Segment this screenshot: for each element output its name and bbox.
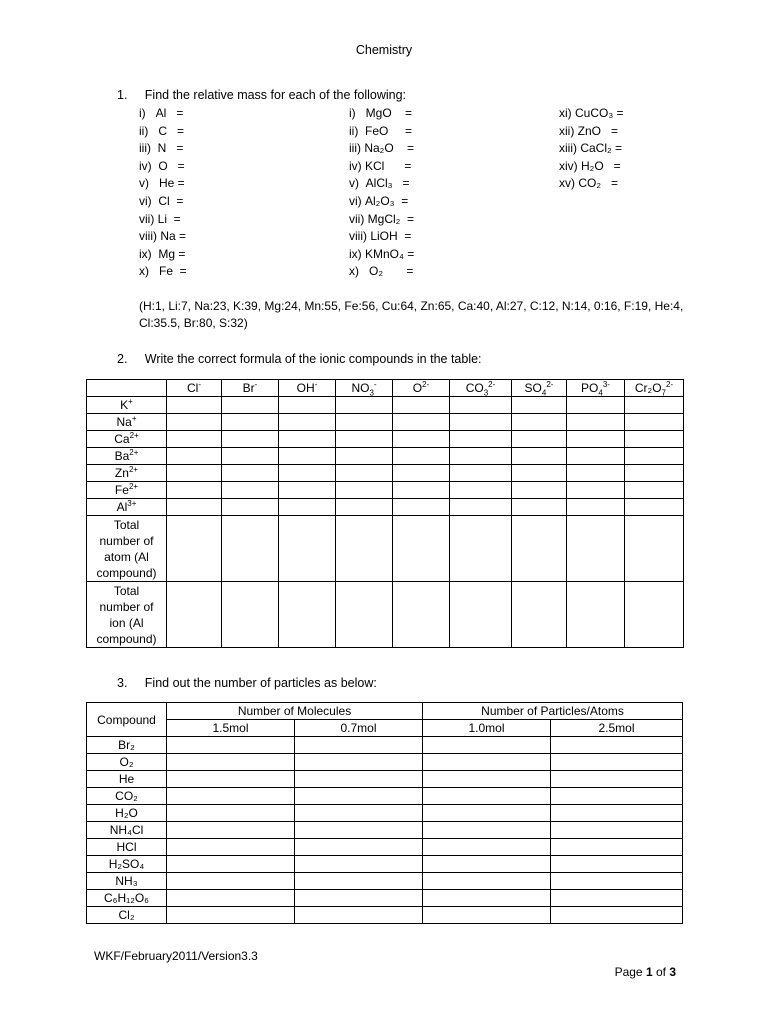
formula-answer-cell[interactable] [625, 397, 684, 414]
ion-subscript: 4 [598, 388, 603, 398]
ion-subscript: 7 [661, 388, 666, 398]
particle-answer-cell[interactable] [295, 788, 423, 805]
formula-answer-cell[interactable] [167, 431, 222, 448]
total-header-cell [87, 582, 167, 648]
particles-table [86, 702, 683, 924]
ion-charge: 3+ [127, 499, 137, 508]
total-label-line: compound) [96, 631, 157, 646]
particle-answer-cell[interactable] [551, 805, 683, 822]
total-answer-cell[interactable] [512, 516, 567, 582]
mass-question-item: vii) Li = [139, 211, 181, 226]
particle-answer-cell[interactable] [551, 822, 683, 839]
total-label-line: Total [113, 517, 140, 532]
anion-header-cell [512, 380, 567, 397]
formula-answer-cell[interactable] [222, 431, 279, 448]
ion-symbol: OH [296, 381, 315, 395]
compound-cell: C₆H₁₂O₆ [87, 890, 167, 907]
ion-symbol: PO [581, 381, 599, 395]
particle-answer-cell[interactable] [423, 907, 551, 924]
anion-header-cell [167, 380, 222, 397]
total-answer-cell[interactable] [167, 516, 222, 582]
particle-answer-cell[interactable] [167, 907, 295, 924]
formula-answer-cell[interactable] [279, 465, 336, 482]
mass-question-item: iv) O = [139, 158, 185, 173]
mass-question-item: x) O₂ = [349, 264, 414, 279]
formula-answer-cell[interactable] [222, 414, 279, 431]
particle-answer-cell[interactable] [167, 788, 295, 805]
mass-question-item: viii) LiOH = [349, 229, 412, 244]
particles-header: Number of Particles/Atoms [423, 703, 683, 720]
ion-subscript: 3 [369, 388, 374, 398]
ion-charge: 3- [602, 380, 610, 389]
formula-answer-cell[interactable] [567, 465, 625, 482]
total-answer-cell[interactable] [222, 582, 279, 648]
compound-cell: H₂SO₄ [87, 856, 167, 873]
anion-header-cell [625, 380, 684, 397]
total-label-line: ion (Al [109, 615, 144, 630]
total-answer-cell[interactable] [279, 516, 336, 582]
total-answer-cell[interactable] [393, 582, 450, 648]
table-row [87, 499, 684, 516]
formula-answer-cell[interactable] [512, 482, 567, 499]
formula-answer-cell[interactable] [279, 499, 336, 516]
anion-header-cell [450, 380, 512, 397]
formula-answer-cell[interactable] [512, 448, 567, 465]
compound-cell: HCl [87, 839, 167, 856]
particle-answer-cell[interactable] [167, 890, 295, 907]
page-of: of [652, 965, 670, 979]
ion-charge: - [198, 380, 201, 389]
table-row [87, 482, 684, 499]
total-label-line: compound) [96, 565, 157, 580]
mass-question-item: xiii) CaCl₂ = [559, 141, 622, 156]
particle-answer-cell[interactable] [551, 737, 683, 754]
total-label-line: number of [99, 533, 154, 548]
cation-header-cell [87, 414, 167, 431]
table-row [87, 771, 683, 788]
question-1-label: 1. Find the relative mass for each of the following: [117, 88, 407, 102]
ion-symbol: CO [465, 381, 484, 395]
table-row [87, 856, 683, 873]
table-row [87, 873, 683, 890]
formula-answer-cell[interactable] [167, 397, 222, 414]
mass-question-item: v) He = [139, 176, 185, 191]
particle-answer-cell[interactable] [295, 771, 423, 788]
formula-answer-cell[interactable] [625, 482, 684, 499]
total-answer-cell[interactable] [567, 516, 625, 582]
ion-charge: - [254, 380, 258, 389]
formula-answer-cell[interactable] [167, 499, 222, 516]
formula-answer-cell[interactable] [336, 414, 393, 431]
total-answer-cell[interactable] [222, 516, 279, 582]
mass-question-item: xv) CO₂ = [559, 176, 618, 191]
formula-answer-cell[interactable] [279, 414, 336, 431]
ion-symbol: Ba [114, 449, 130, 463]
ion-symbol: Ca [114, 432, 130, 446]
mass-question-item: iii) N = [139, 141, 184, 156]
total-label-line: atom (Al [104, 549, 149, 564]
ion-charge: - [373, 380, 377, 389]
formula-answer-cell[interactable] [567, 448, 625, 465]
total-answer-cell[interactable] [279, 582, 336, 648]
mass-question-item: xii) ZnO = [559, 123, 619, 138]
ion-symbol: O [412, 381, 423, 395]
table-header-row [87, 380, 684, 397]
formula-answer-cell[interactable] [625, 414, 684, 431]
particle-answer-cell[interactable] [423, 737, 551, 754]
ion-symbol: K [120, 398, 129, 412]
formula-answer-cell[interactable] [625, 465, 684, 482]
formula-answer-cell[interactable] [222, 499, 279, 516]
formula-answer-cell[interactable] [222, 482, 279, 499]
ion-charge: + [131, 414, 137, 423]
formula-answer-cell[interactable] [279, 448, 336, 465]
formula-answer-cell[interactable] [222, 465, 279, 482]
total-label-line: number of [99, 599, 154, 614]
table-row [87, 448, 684, 465]
particle-answer-cell[interactable] [551, 754, 683, 771]
mass-question-item: ix) KMnO₄ = [349, 246, 415, 261]
table-subheader-row [87, 720, 683, 737]
formula-answer-cell[interactable] [279, 397, 336, 414]
ionic-compounds-table [86, 379, 684, 648]
formula-answer-cell[interactable] [567, 431, 625, 448]
question-2-label: 2. Write the correct formula of the ionic compounds in the table: [117, 352, 482, 366]
formula-answer-cell[interactable] [393, 465, 450, 482]
particle-answer-cell[interactable] [423, 788, 551, 805]
particle-answer-cell[interactable] [295, 873, 423, 890]
particle-answer-cell[interactable] [551, 839, 683, 856]
formula-answer-cell[interactable] [393, 482, 450, 499]
compound-cell: Br₂ [87, 737, 167, 754]
formula-answer-cell[interactable] [567, 414, 625, 431]
particle-answer-cell[interactable] [295, 907, 423, 924]
page-title: Chemistry [355, 43, 413, 57]
table-row [87, 754, 683, 771]
anion-header-cell [222, 380, 279, 397]
formula-answer-cell[interactable] [222, 448, 279, 465]
table-row [87, 890, 683, 907]
mass-question-item: iv) KCl = [349, 158, 412, 173]
cation-header-cell [87, 431, 167, 448]
ion-charge: 2+ [128, 465, 139, 474]
total-answer-cell[interactable] [512, 582, 567, 648]
formula-answer-cell[interactable] [512, 431, 567, 448]
particle-answer-cell[interactable] [167, 873, 295, 890]
formula-answer-cell[interactable] [393, 448, 450, 465]
cation-header-cell [87, 448, 167, 465]
formula-answer-cell[interactable] [450, 499, 512, 516]
mass-question-item: i) Al = [139, 106, 184, 120]
formula-answer-cell[interactable] [393, 397, 450, 414]
molecules-header: Number of Molecules [167, 703, 423, 720]
particle-answer-cell[interactable] [167, 839, 295, 856]
formula-answer-cell[interactable] [450, 431, 512, 448]
particle-answer-cell[interactable] [295, 856, 423, 873]
formula-answer-cell[interactable] [222, 397, 279, 414]
ion-charge: 2+ [129, 448, 139, 457]
formula-answer-cell[interactable] [336, 397, 393, 414]
particle-answer-cell[interactable] [423, 805, 551, 822]
mass-question-item: i) MgO = [349, 106, 413, 120]
formula-answer-cell[interactable] [450, 414, 512, 431]
formula-answer-cell[interactable] [512, 414, 567, 431]
ion-symbol: Al [116, 500, 128, 514]
particle-answer-cell[interactable] [167, 771, 295, 788]
ion-charge: 2- [422, 380, 430, 389]
mol-subheader: 1.0mol [423, 720, 551, 737]
formula-answer-cell[interactable] [393, 499, 450, 516]
particle-answer-cell[interactable] [551, 788, 683, 805]
ion-charge: 2+ [128, 482, 139, 491]
ion-symbol: Zn [114, 466, 129, 480]
total-label-line: Total [113, 583, 140, 598]
compound-cell: NH₃ [87, 873, 167, 890]
ion-symbol: Cl [186, 381, 199, 395]
particle-answer-cell[interactable] [423, 822, 551, 839]
compound-cell: He [87, 771, 167, 788]
particle-answer-cell[interactable] [423, 890, 551, 907]
mass-question-item: iii) Na₂O = [349, 141, 415, 156]
particle-answer-cell[interactable] [423, 754, 551, 771]
page-total: 3 [669, 965, 676, 979]
mass-question-item: xi) CuCO₃ = [559, 106, 624, 120]
mass-question-item: vi) Cl = [139, 194, 184, 208]
mol-subheader: 2.5mol [551, 720, 683, 737]
anion-header-cell [279, 380, 336, 397]
formula-answer-cell[interactable] [625, 431, 684, 448]
particle-answer-cell[interactable] [295, 737, 423, 754]
ion-charge: 2- [546, 380, 554, 389]
formula-answer-cell[interactable] [393, 414, 450, 431]
cation-header-cell [87, 465, 167, 482]
formula-answer-cell[interactable] [336, 431, 393, 448]
particle-answer-cell[interactable] [167, 822, 295, 839]
formula-answer-cell[interactable] [336, 499, 393, 516]
mass-question-item: ix) Mg = [139, 246, 186, 261]
table-corner-cell [87, 380, 167, 397]
compound-header: Compound [87, 703, 167, 737]
table-row [87, 805, 683, 822]
page-number [615, 965, 676, 979]
table-row [87, 431, 684, 448]
table-row [87, 907, 683, 924]
formula-answer-cell[interactable] [512, 499, 567, 516]
total-answer-cell[interactable] [336, 516, 393, 582]
mass-question-item: ii) FeO = [349, 123, 413, 138]
ion-subscript: 4 [541, 388, 547, 398]
total-answer-cell[interactable] [625, 582, 684, 648]
particle-answer-cell[interactable] [295, 805, 423, 822]
table-header-row [87, 703, 683, 720]
formula-answer-cell[interactable] [512, 465, 567, 482]
ion-charge: + [128, 397, 133, 406]
cation-header-cell [87, 397, 167, 414]
formula-answer-cell[interactable] [167, 448, 222, 465]
mass-question-item: x) Fe = [139, 264, 187, 279]
mol-subheader: 0.7mol [295, 720, 423, 737]
mass-question-item: ii) C = [139, 123, 185, 138]
particle-answer-cell[interactable] [295, 822, 423, 839]
ion-charge: 2+ [129, 431, 139, 440]
formula-answer-cell[interactable] [567, 397, 625, 414]
compound-cell: CO₂ [87, 788, 167, 805]
formula-answer-cell[interactable] [167, 414, 222, 431]
formula-answer-cell[interactable] [450, 397, 512, 414]
particle-answer-cell[interactable] [295, 890, 423, 907]
formula-answer-cell[interactable] [512, 397, 567, 414]
formula-answer-cell[interactable] [279, 482, 336, 499]
table-row [87, 839, 683, 856]
question-3-label: 3. Find out the number of particles as below: [117, 676, 377, 690]
total-answer-cell[interactable] [625, 516, 684, 582]
particle-answer-cell[interactable] [551, 771, 683, 788]
table-row [87, 397, 684, 414]
compound-cell: H₂O [87, 805, 167, 822]
formula-answer-cell[interactable] [336, 448, 393, 465]
particle-answer-cell[interactable] [167, 856, 295, 873]
formula-answer-cell[interactable] [393, 431, 450, 448]
mol-subheader: 1.5mol [167, 720, 295, 737]
particle-answer-cell[interactable] [551, 856, 683, 873]
mass-question-item: vii) MgCl₂ = [349, 211, 414, 226]
particle-answer-cell[interactable] [167, 805, 295, 822]
anion-header-cell [567, 380, 625, 397]
table-row [87, 582, 684, 648]
formula-answer-cell[interactable] [450, 448, 512, 465]
particle-answer-cell[interactable] [423, 873, 551, 890]
total-answer-cell[interactable] [167, 582, 222, 648]
table-row [87, 822, 683, 839]
ion-symbol: Fe [114, 483, 129, 497]
compound-cell: NH₄Cl [87, 822, 167, 839]
formula-answer-cell[interactable] [167, 465, 222, 482]
particle-answer-cell[interactable] [295, 839, 423, 856]
formula-answer-cell[interactable] [450, 465, 512, 482]
formula-answer-cell[interactable] [167, 482, 222, 499]
formula-answer-cell[interactable] [336, 465, 393, 482]
particle-answer-cell[interactable] [551, 890, 683, 907]
mass-question-item: v) AlCl₃ = [349, 176, 410, 191]
total-header-cell [87, 516, 167, 582]
ion-charge: - [314, 380, 318, 389]
footer-version: WKF/February2011/Version3.3 [94, 949, 258, 963]
ion-charge: 2- [665, 380, 674, 389]
particle-answer-cell[interactable] [295, 754, 423, 771]
particle-answer-cell[interactable] [167, 754, 295, 771]
anion-header-cell [336, 380, 393, 397]
formula-answer-cell[interactable] [450, 482, 512, 499]
ion-symbol: Br [242, 381, 255, 395]
compound-cell: O₂ [87, 754, 167, 771]
formula-answer-cell[interactable] [625, 499, 684, 516]
total-answer-cell[interactable] [567, 582, 625, 648]
page-prefix: Page [614, 965, 646, 979]
formula-answer-cell[interactable] [279, 431, 336, 448]
table-row [87, 737, 683, 754]
ion-charge: 2- [488, 380, 496, 389]
mass-question-item: viii) Na = [139, 229, 187, 244]
formula-answer-cell[interactable] [567, 499, 625, 516]
table-row [87, 465, 684, 482]
ion-symbol: SO [524, 381, 542, 395]
anion-header-cell [393, 380, 450, 397]
particle-answer-cell[interactable] [167, 737, 295, 754]
page-current: 1 [645, 965, 653, 979]
cation-header-cell [87, 482, 167, 499]
total-answer-cell[interactable] [450, 516, 512, 582]
ion-symbol: NO [351, 381, 370, 395]
table-row [87, 516, 684, 582]
compound-cell: Cl₂ [87, 907, 167, 924]
formula-answer-cell[interactable] [567, 482, 625, 499]
particle-answer-cell[interactable] [423, 839, 551, 856]
particle-answer-cell[interactable] [423, 856, 551, 873]
mass-question-item: xiv) H₂O = [559, 158, 621, 173]
table-row [87, 414, 684, 431]
total-answer-cell[interactable] [393, 516, 450, 582]
total-answer-cell[interactable] [450, 582, 512, 648]
relative-atomic-mass-note: (H:1, Li:7, Na:23, K:39, Mg:24, Mn:55, Fe:56, Cu:64, Zn:65, Ca:40, Al:27, C:12, N:14, 0:16, F:19, He:4, Cl:35.5, Br:80, S:32) [139, 299, 684, 330]
particle-answer-cell[interactable] [551, 873, 683, 890]
cation-header-cell [87, 499, 167, 516]
table-row [87, 788, 683, 805]
ion-symbol: Cr₂O [634, 381, 662, 395]
formula-answer-cell[interactable] [336, 482, 393, 499]
particle-answer-cell[interactable] [423, 771, 551, 788]
mass-question-item: vi) Al₂O₃ = [349, 194, 409, 208]
particle-answer-cell[interactable] [551, 907, 683, 924]
ion-subscript: 3 [483, 388, 489, 398]
formula-answer-cell[interactable] [625, 448, 684, 465]
total-answer-cell[interactable] [336, 582, 393, 648]
ion-symbol: Na [116, 415, 132, 429]
